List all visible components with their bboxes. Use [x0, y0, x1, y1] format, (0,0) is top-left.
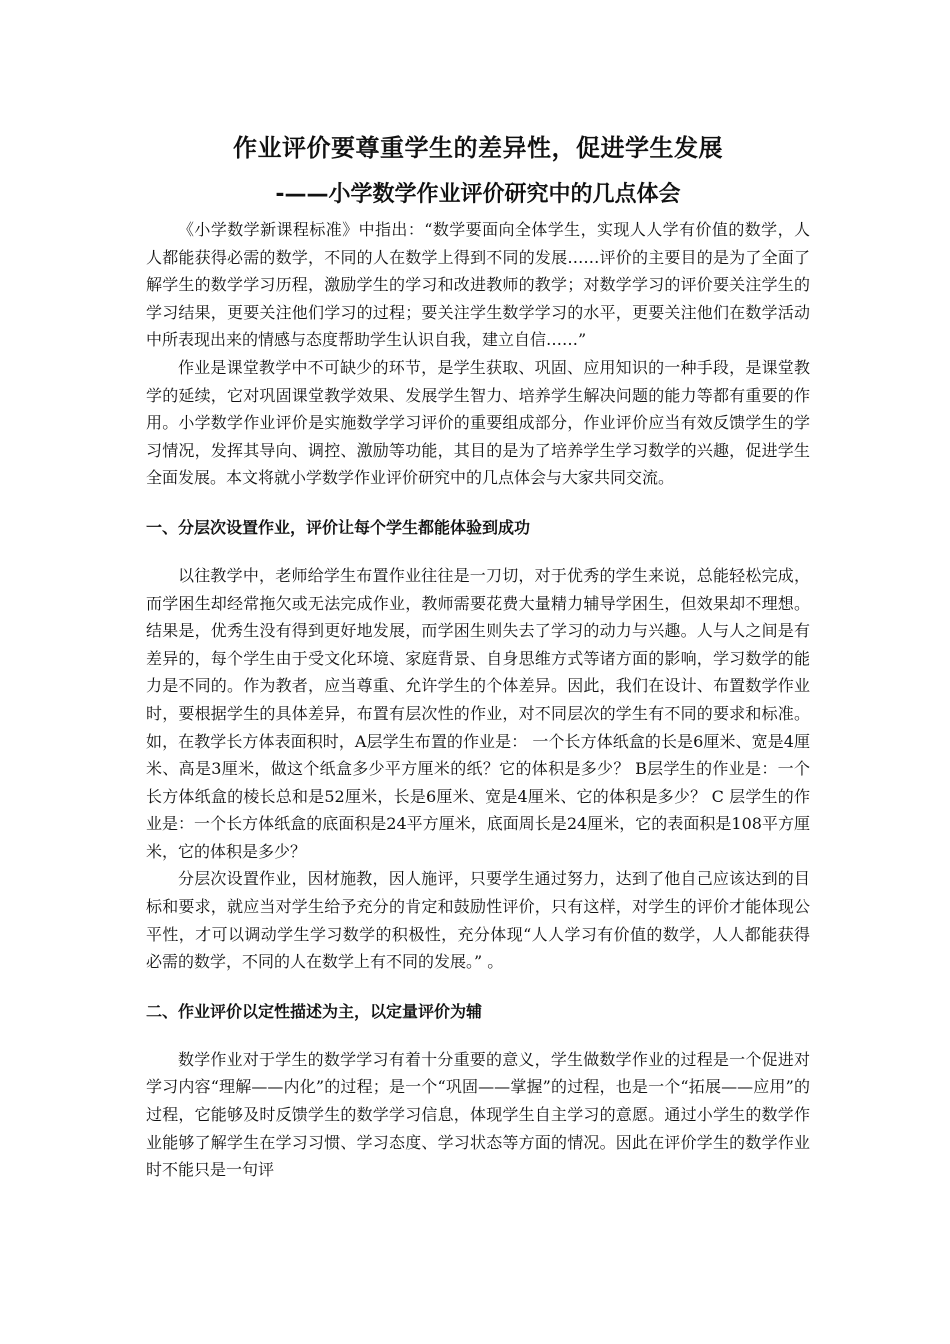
intro-paragraph-1: 《小学数学新课程标准》中指出：“数学要面向全体学生，实现人人学有价值的数学，人人都能获得必需的数学，不同的人在数学上得到不同的发展……评价的主要目的是为了全面了解学生的数学学习历程，激励学生的学习和改进教师的教学；对数学学习的评价要关注学生的学习结果，更要关注他们学习的过程；要关注学生数学学习的水平，更要关注他们在数学活动中所表现出来的情感与态度帮助学生认识自我，建立自信……”	[146, 220, 810, 350]
document-title: 作业评价要尊重学生的差异性，促进学生发展	[233, 134, 723, 162]
document-subtitle: -——小学数学作业评价研究中的几点体会	[275, 182, 681, 207]
section-2-heading: 二、作业评价以定性描述为主，以定量评价为辅	[146, 1001, 483, 1021]
section-1-paragraph-1: 以往教学中，老师给学生布置作业往往是一刀切，对于优秀的学生来说，总能轻松完成，而学困生却经常拖欠或无法完成作业，教师需要花费大量精力辅导学困生，但效果却不理想。结果是，优秀生没有得到更好地发展，而学困生则失去了学习的动力与兴趣。人与人之间是有差异的，每个学生由于受文化环境、家庭背景、自身思维方式等诸方面的影响，学习数学的能力是不同的。作为教者，应当尊重、允许学生的个体差异。因此，我们在设计、布置数学作业时，要根据学生的具体差异，布置有层次性的作业，对不同层次的学生有不同的要求和标准。如，在教学长方体表面积时，A层学生布置的作业是： 一个长方体纸盒的长是6厘米、宽是4厘米、高是3厘米，做这个纸盒多少平方厘米的纸？它的体积是多少？ B层学生的作业是：一个长方体纸盒的棱长总和是52厘米，长是6厘米、宽是4厘米、它的体积是多少？ C 层学生的作业是：一个长方体纸盒的底面积是24平方厘米，底面周长是24厘米，它的表面积是108平方厘米，它的体积是多少？	[146, 565, 810, 861]
section-1-heading: 一、分层次设置作业，评价让每个学生都能体验到成功	[146, 517, 531, 537]
section-2-paragraph-1: 数学作业对于学生的数学学习有着十分重要的意义，学生做数学作业的过程是一个促进对学习内容“理解——内化”的过程；是一个“巩固——掌握”的过程，也是一个“拓展——应用”的过程，它能够及时反馈学生的数学学习信息，体现学生自主学习的意愿。通过小学生的数学作业能够了解学生在学习习惯、学习态度、学习状态等方面的情况。因此在评价学生的数学作业时不能只是一句评	[146, 1049, 810, 1180]
section-1-paragraph-2: 分层次设置作业，因材施教，因人施评，只要学生通过努力，达到了他自己应该达到的目标和要求，就应当对学生给予充分的肯定和鼓励性评价，只有这样，对学生的评价才能体现公平性，才可以调动学生学习数学的积极性，充分体现“人人学习有价值的数学，人人都能获得必需的数学，不同的人在数学上有不同的发展。” 。	[146, 869, 810, 972]
intro-paragraph-2: 作业是课堂教学中不可缺少的环节，是学生获取、巩固、应用知识的一种手段，是课堂教学的延续，它对巩固课堂教学效果、发展学生智力、培养学生解决问题的能力等都有重要的作用。小学数学作业评价是实施数学学习评价的重要组成部分，作业评价应当有效反馈学生的学习情况，发挥其导向、调控、激励等功能，其目的是为了培养学生学习数学的兴趣，促进学生全面发展。本文将就小学数学作业评价研究中的几点体会与大家共同交流。	[146, 357, 810, 488]
document-page	[146, 120, 810, 1184]
